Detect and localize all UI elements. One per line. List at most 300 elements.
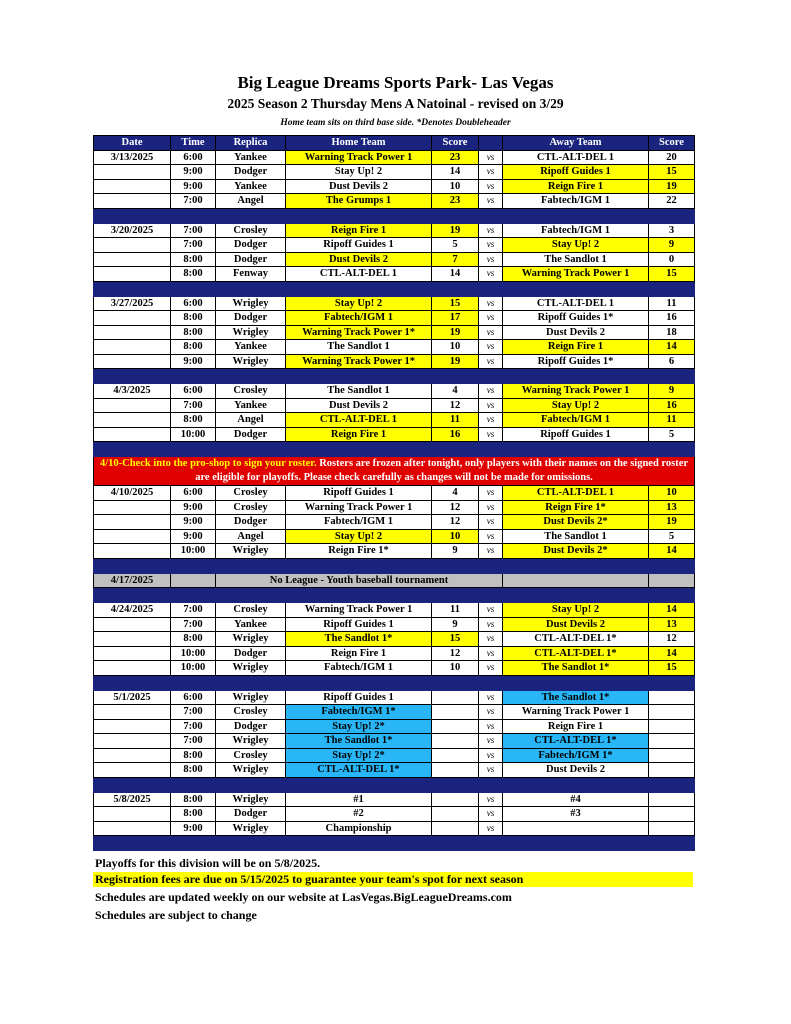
away-score-cell: 12 bbox=[649, 632, 695, 647]
time-cell: 6:00 bbox=[171, 150, 216, 165]
away-team-cell: Stay Up! 2 bbox=[503, 603, 649, 618]
home-team-cell: Warning Track Power 1 bbox=[286, 603, 432, 618]
home-score-cell bbox=[432, 792, 479, 807]
home-team-cell: Stay Up! 2 bbox=[286, 529, 432, 544]
home-team-cell: Ripoff Guides 1 bbox=[286, 238, 432, 253]
separator-bar bbox=[94, 588, 695, 603]
away-team-cell: CTL-ALT-DEL 1* bbox=[503, 632, 649, 647]
time-cell: 6:00 bbox=[171, 486, 216, 501]
date-cell bbox=[94, 194, 171, 209]
away-team-cell: The Sandlot 1* bbox=[503, 661, 649, 676]
away-score-cell bbox=[649, 763, 695, 778]
vs-cell: vs bbox=[479, 413, 503, 428]
away-score-cell: 15 bbox=[649, 661, 695, 676]
field-cell: Dodger bbox=[216, 515, 286, 530]
week-separator bbox=[94, 588, 695, 603]
vs-cell: vs bbox=[479, 398, 503, 413]
field-cell: Dodger bbox=[216, 165, 286, 180]
game-row bbox=[94, 603, 695, 618]
game-row bbox=[94, 748, 695, 763]
home-team-cell: Fabtech/IGM 1* bbox=[286, 705, 432, 720]
home-score-cell: 23 bbox=[432, 150, 479, 165]
time-cell: 7:00 bbox=[171, 398, 216, 413]
home-score-cell bbox=[432, 807, 479, 822]
week-separator bbox=[94, 369, 695, 384]
vs-cell: vs bbox=[479, 763, 503, 778]
time-cell: 9:00 bbox=[171, 165, 216, 180]
time-cell: 9:00 bbox=[171, 821, 216, 836]
home-score-cell: 4 bbox=[432, 486, 479, 501]
date-cell bbox=[94, 500, 171, 515]
game-row bbox=[94, 354, 695, 369]
away-score-cell: 9 bbox=[649, 384, 695, 399]
separator-bar bbox=[94, 369, 695, 384]
time-cell: 8:00 bbox=[171, 340, 216, 355]
field-cell: Fenway bbox=[216, 267, 286, 282]
vs-cell: vs bbox=[479, 719, 503, 734]
field-cell: Crosley bbox=[216, 486, 286, 501]
game-row bbox=[94, 325, 695, 340]
game-row bbox=[94, 617, 695, 632]
home-team-cell: The Grumps 1 bbox=[286, 194, 432, 209]
game-row bbox=[94, 646, 695, 661]
time-cell: 7:00 bbox=[171, 734, 216, 749]
home-team-cell: Dust Devils 2 bbox=[286, 252, 432, 267]
date-cell: 5/8/2025 bbox=[94, 792, 171, 807]
field-cell: Wrigley bbox=[216, 763, 286, 778]
home-team-cell: CTL-ALT-DEL 1 bbox=[286, 413, 432, 428]
vs-cell: vs bbox=[479, 792, 503, 807]
date-cell: 5/1/2025 bbox=[94, 690, 171, 705]
game-row bbox=[94, 705, 695, 720]
date-cell bbox=[94, 529, 171, 544]
vs-cell: vs bbox=[479, 515, 503, 530]
empty-cell bbox=[649, 573, 695, 588]
home-team-cell: CTL-ALT-DEL 1 bbox=[286, 267, 432, 282]
time-cell: 8:00 bbox=[171, 807, 216, 822]
away-team-cell: Fabtech/IGM 1 bbox=[503, 194, 649, 209]
field-cell: Wrigley bbox=[216, 296, 286, 311]
home-team-cell: Fabtech/IGM 1 bbox=[286, 515, 432, 530]
home-score-cell: 10 bbox=[432, 340, 479, 355]
away-score-cell: 14 bbox=[649, 603, 695, 618]
week-separator bbox=[94, 208, 695, 223]
game-row bbox=[94, 296, 695, 311]
date-cell bbox=[94, 413, 171, 428]
home-score-cell: 5 bbox=[432, 238, 479, 253]
home-score-cell: 17 bbox=[432, 311, 479, 326]
home-team-cell: Reign Fire 1 bbox=[286, 646, 432, 661]
home-score-cell: 10 bbox=[432, 661, 479, 676]
field-cell: Yankee bbox=[216, 179, 286, 194]
vs-cell: vs bbox=[479, 486, 503, 501]
away-score-cell: 9 bbox=[649, 238, 695, 253]
field-cell: Wrigley bbox=[216, 354, 286, 369]
home-team-cell: CTL-ALT-DEL 1* bbox=[286, 763, 432, 778]
vs-cell: vs bbox=[479, 705, 503, 720]
vs-cell: vs bbox=[479, 427, 503, 442]
home-score-cell: 10 bbox=[432, 529, 479, 544]
column-header bbox=[479, 136, 503, 151]
away-score-cell: 13 bbox=[649, 617, 695, 632]
home-team-cell: Warning Track Power 1 bbox=[286, 500, 432, 515]
away-score-cell: 16 bbox=[649, 311, 695, 326]
game-row bbox=[94, 515, 695, 530]
time-cell: 7:00 bbox=[171, 238, 216, 253]
vs-cell: vs bbox=[479, 544, 503, 559]
away-team-cell: Fabtech/IGM 1 bbox=[503, 223, 649, 238]
time-cell: 9:00 bbox=[171, 354, 216, 369]
column-header: Date bbox=[94, 136, 171, 151]
game-row bbox=[94, 500, 695, 515]
vs-cell: vs bbox=[479, 690, 503, 705]
away-score-cell: 15 bbox=[649, 267, 695, 282]
away-team-cell: Stay Up! 2 bbox=[503, 238, 649, 253]
field-cell: Wrigley bbox=[216, 792, 286, 807]
away-team-cell: Warning Track Power 1 bbox=[503, 705, 649, 720]
field-cell: Yankee bbox=[216, 398, 286, 413]
away-team-cell: Fabtech/IGM 1 bbox=[503, 413, 649, 428]
vs-cell: vs bbox=[479, 632, 503, 647]
away-team-cell: Dust Devils 2 bbox=[503, 617, 649, 632]
column-header: Score bbox=[649, 136, 695, 151]
date-cell bbox=[94, 705, 171, 720]
away-score-cell: 6 bbox=[649, 354, 695, 369]
date-cell bbox=[94, 267, 171, 282]
vs-cell: vs bbox=[479, 384, 503, 399]
date-cell bbox=[94, 821, 171, 836]
field-cell: Angel bbox=[216, 529, 286, 544]
date-cell bbox=[94, 763, 171, 778]
field-cell: Dodger bbox=[216, 719, 286, 734]
game-row bbox=[94, 165, 695, 180]
game-row bbox=[94, 734, 695, 749]
vs-cell: vs bbox=[479, 252, 503, 267]
vs-cell: vs bbox=[479, 179, 503, 194]
away-team-cell: Warning Track Power 1 bbox=[503, 384, 649, 399]
away-score-cell bbox=[649, 690, 695, 705]
date-cell bbox=[94, 807, 171, 822]
home-team-cell: The Sandlot 1 bbox=[286, 340, 432, 355]
home-team-cell: The Sandlot 1* bbox=[286, 734, 432, 749]
away-score-cell: 14 bbox=[649, 340, 695, 355]
home-team-cell: #2 bbox=[286, 807, 432, 822]
home-score-cell bbox=[432, 690, 479, 705]
notice-lead: 4/10-Check into the pro-shop to sign your roster. bbox=[99, 458, 317, 469]
field-cell: Yankee bbox=[216, 617, 286, 632]
away-score-cell: 22 bbox=[649, 194, 695, 209]
page-title: Big League Dreams Sports Park- Las Vegas bbox=[237, 73, 554, 92]
separator-bar bbox=[94, 281, 695, 296]
away-score-cell: 5 bbox=[649, 427, 695, 442]
footer-playoffs: Playoffs for this division will be on 5/8/2025. bbox=[95, 856, 321, 870]
page-subtitle: 2025 Season 2 Thursday Mens A Natoinal - revised on 3/29 bbox=[227, 96, 564, 111]
date-cell bbox=[94, 252, 171, 267]
date-cell: 3/13/2025 bbox=[94, 150, 171, 165]
home-team-cell: Warning Track Power 1* bbox=[286, 354, 432, 369]
time-cell: 7:00 bbox=[171, 603, 216, 618]
home-score-cell: 15 bbox=[432, 632, 479, 647]
away-team-cell: Stay Up! 2 bbox=[503, 398, 649, 413]
game-row bbox=[94, 529, 695, 544]
time-cell: 9:00 bbox=[171, 529, 216, 544]
home-team-cell: Reign Fire 1* bbox=[286, 544, 432, 559]
home-score-cell: 9 bbox=[432, 617, 479, 632]
field-cell: Crosley bbox=[216, 705, 286, 720]
field-cell: Wrigley bbox=[216, 690, 286, 705]
vs-cell: vs bbox=[479, 165, 503, 180]
time-cell: 8:00 bbox=[171, 252, 216, 267]
footer-website: Schedules are updated weekly on our website at LasVegas.BigLeagueDreams.com bbox=[95, 890, 512, 904]
away-score-cell: 16 bbox=[649, 398, 695, 413]
game-row bbox=[94, 252, 695, 267]
away-score-cell bbox=[649, 734, 695, 749]
vs-cell: vs bbox=[479, 661, 503, 676]
time-cell: 8:00 bbox=[171, 325, 216, 340]
column-header: Score bbox=[432, 136, 479, 151]
date-cell bbox=[94, 398, 171, 413]
home-team-cell: Warning Track Power 1 bbox=[286, 150, 432, 165]
week-separator bbox=[94, 777, 695, 792]
away-score-cell: 15 bbox=[649, 165, 695, 180]
home-score-cell bbox=[432, 719, 479, 734]
game-row bbox=[94, 179, 695, 194]
game-row bbox=[94, 311, 695, 326]
game-row bbox=[94, 413, 695, 428]
home-team-cell: Warning Track Power 1* bbox=[286, 325, 432, 340]
away-team-cell: CTL-ALT-DEL 1 bbox=[503, 486, 649, 501]
date-cell: 4/17/2025 bbox=[94, 573, 171, 588]
date-cell: 4/3/2025 bbox=[94, 384, 171, 399]
date-cell bbox=[94, 632, 171, 647]
away-team-cell: Dust Devils 2 bbox=[503, 763, 649, 778]
away-score-cell bbox=[649, 807, 695, 822]
away-team-cell: Reign Fire 1 bbox=[503, 340, 649, 355]
vs-cell: vs bbox=[479, 340, 503, 355]
time-cell: 7:00 bbox=[171, 223, 216, 238]
away-team-cell: CTL-ALT-DEL 1* bbox=[503, 646, 649, 661]
away-score-cell: 10 bbox=[649, 486, 695, 501]
vs-cell: vs bbox=[479, 734, 503, 749]
game-row bbox=[94, 384, 695, 399]
field-cell: Wrigley bbox=[216, 821, 286, 836]
field-cell: Yankee bbox=[216, 340, 286, 355]
time-cell: 9:00 bbox=[171, 515, 216, 530]
vs-cell: vs bbox=[479, 646, 503, 661]
field-cell: Wrigley bbox=[216, 544, 286, 559]
away-team-cell: CTL-ALT-DEL 1 bbox=[503, 150, 649, 165]
time-cell: 7:00 bbox=[171, 194, 216, 209]
away-score-cell: 19 bbox=[649, 515, 695, 530]
week-separator bbox=[94, 836, 695, 851]
column-header: Time bbox=[171, 136, 216, 151]
time-cell: 9:00 bbox=[171, 500, 216, 515]
time-cell: 9:00 bbox=[171, 179, 216, 194]
time-cell: 8:00 bbox=[171, 748, 216, 763]
home-score-cell: 23 bbox=[432, 194, 479, 209]
away-score-cell: 20 bbox=[649, 150, 695, 165]
field-cell: Wrigley bbox=[216, 734, 286, 749]
date-cell: 4/10/2025 bbox=[94, 486, 171, 501]
away-team-cell: Warning Track Power 1 bbox=[503, 267, 649, 282]
vs-cell: vs bbox=[479, 267, 503, 282]
separator-bar bbox=[94, 777, 695, 792]
vs-cell: vs bbox=[479, 500, 503, 515]
away-team-cell: The Sandlot 1* bbox=[503, 690, 649, 705]
away-score-cell: 19 bbox=[649, 179, 695, 194]
no-league-text: No League - Youth baseball tournament bbox=[216, 573, 503, 588]
home-score-cell: 9 bbox=[432, 544, 479, 559]
vs-cell: vs bbox=[479, 150, 503, 165]
away-score-cell: 14 bbox=[649, 544, 695, 559]
date-cell: 3/27/2025 bbox=[94, 296, 171, 311]
away-team-cell: The Sandlot 1 bbox=[503, 529, 649, 544]
away-team-cell: Reign Fire 1 bbox=[503, 719, 649, 734]
away-score-cell bbox=[649, 705, 695, 720]
home-team-cell: The Sandlot 1* bbox=[286, 632, 432, 647]
away-team-cell: Fabtech/IGM 1* bbox=[503, 748, 649, 763]
date-cell: 3/20/2025 bbox=[94, 223, 171, 238]
field-cell: Dodger bbox=[216, 427, 286, 442]
separator-bar bbox=[94, 836, 695, 851]
time-cell: 7:00 bbox=[171, 719, 216, 734]
home-score-cell: 19 bbox=[432, 325, 479, 340]
empty-cell bbox=[171, 573, 216, 588]
column-header: Home Team bbox=[286, 136, 432, 151]
home-score-cell: 4 bbox=[432, 384, 479, 399]
vs-cell: vs bbox=[479, 296, 503, 311]
date-cell bbox=[94, 340, 171, 355]
time-cell: 8:00 bbox=[171, 763, 216, 778]
home-score-cell bbox=[432, 821, 479, 836]
date-cell: 4/24/2025 bbox=[94, 603, 171, 618]
date-cell bbox=[94, 734, 171, 749]
home-score-cell: 10 bbox=[432, 179, 479, 194]
field-cell: Angel bbox=[216, 194, 286, 209]
home-score-cell bbox=[432, 705, 479, 720]
away-team-cell: Ripoff Guides 1* bbox=[503, 311, 649, 326]
game-row bbox=[94, 194, 695, 209]
column-header: Replica bbox=[216, 136, 286, 151]
time-cell: 8:00 bbox=[171, 267, 216, 282]
time-cell: 8:00 bbox=[171, 413, 216, 428]
home-score-cell: 14 bbox=[432, 267, 479, 282]
field-cell: Dodger bbox=[216, 238, 286, 253]
page-note: Home team sits on third base side. *Denotes Doubleheader bbox=[280, 118, 511, 128]
vs-cell: vs bbox=[479, 223, 503, 238]
game-row bbox=[94, 267, 695, 282]
game-row bbox=[94, 427, 695, 442]
away-score-cell: 13 bbox=[649, 500, 695, 515]
away-team-cell: CTL-ALT-DEL 1 bbox=[503, 296, 649, 311]
game-row bbox=[94, 238, 695, 253]
game-row bbox=[94, 398, 695, 413]
home-team-cell: Dust Devils 2 bbox=[286, 179, 432, 194]
game-row bbox=[94, 792, 695, 807]
time-cell: 6:00 bbox=[171, 384, 216, 399]
away-team-cell: Dust Devils 2* bbox=[503, 515, 649, 530]
schedule-body bbox=[94, 150, 695, 851]
empty-cell bbox=[503, 573, 649, 588]
away-team-cell: #3 bbox=[503, 807, 649, 822]
vs-cell: vs bbox=[479, 194, 503, 209]
table-header-row bbox=[94, 136, 695, 151]
home-team-cell: Stay Up! 2 bbox=[286, 165, 432, 180]
date-cell bbox=[94, 311, 171, 326]
vs-cell: vs bbox=[479, 748, 503, 763]
game-row bbox=[94, 544, 695, 559]
game-row bbox=[94, 807, 695, 822]
home-team-cell: Reign Fire 1 bbox=[286, 223, 432, 238]
away-score-cell: 0 bbox=[649, 252, 695, 267]
field-cell: Crosley bbox=[216, 500, 286, 515]
date-cell bbox=[94, 354, 171, 369]
home-team-cell: Stay Up! 2* bbox=[286, 748, 432, 763]
away-team-cell: The Sandlot 1 bbox=[503, 252, 649, 267]
schedule-table bbox=[93, 135, 695, 851]
home-score-cell bbox=[432, 734, 479, 749]
home-score-cell: 19 bbox=[432, 354, 479, 369]
away-team-cell: Dust Devils 2* bbox=[503, 544, 649, 559]
game-row bbox=[94, 763, 695, 778]
date-cell bbox=[94, 427, 171, 442]
separator-bar bbox=[94, 442, 695, 457]
column-header: Away Team bbox=[503, 136, 649, 151]
vs-cell: vs bbox=[479, 311, 503, 326]
week-separator bbox=[94, 675, 695, 690]
away-team-cell: Ripoff Guides 1* bbox=[503, 354, 649, 369]
game-row bbox=[94, 340, 695, 355]
date-cell bbox=[94, 748, 171, 763]
away-score-cell: 11 bbox=[649, 296, 695, 311]
away-team-cell: Reign Fire 1 bbox=[503, 179, 649, 194]
date-cell bbox=[94, 646, 171, 661]
date-cell bbox=[94, 719, 171, 734]
field-cell: Dodger bbox=[216, 646, 286, 661]
notice-body: Rosters are frozen after tonight, only players with their names on the signed roster are eligible for playoffs. Please check carefully as changes will not be made for omissions. bbox=[195, 458, 689, 483]
home-score-cell: 12 bbox=[432, 646, 479, 661]
field-cell: Crosley bbox=[216, 748, 286, 763]
away-team-cell bbox=[503, 821, 649, 836]
home-team-cell: Championship bbox=[286, 821, 432, 836]
date-cell bbox=[94, 325, 171, 340]
time-cell: 7:00 bbox=[171, 705, 216, 720]
home-team-cell: Stay Up! 2 bbox=[286, 296, 432, 311]
home-score-cell: 19 bbox=[432, 223, 479, 238]
away-score-cell: 14 bbox=[649, 646, 695, 661]
away-score-cell bbox=[649, 748, 695, 763]
vs-cell: vs bbox=[479, 617, 503, 632]
vs-cell: vs bbox=[479, 238, 503, 253]
away-team-cell: Ripoff Guides 1 bbox=[503, 165, 649, 180]
vs-cell: vs bbox=[479, 529, 503, 544]
home-score-cell: 14 bbox=[432, 165, 479, 180]
home-team-cell: Fabtech/IGM 1 bbox=[286, 661, 432, 676]
date-cell bbox=[94, 238, 171, 253]
field-cell: Yankee bbox=[216, 150, 286, 165]
time-cell: 6:00 bbox=[171, 296, 216, 311]
home-score-cell: 12 bbox=[432, 515, 479, 530]
footer-subject: Schedules are subject to change bbox=[95, 908, 257, 922]
roster-notice bbox=[94, 457, 695, 486]
game-row bbox=[94, 661, 695, 676]
field-cell: Dodger bbox=[216, 807, 286, 822]
game-row bbox=[94, 719, 695, 734]
home-team-cell: Reign Fire 1 bbox=[286, 427, 432, 442]
game-row bbox=[94, 821, 695, 836]
date-cell bbox=[94, 617, 171, 632]
home-score-cell: 15 bbox=[432, 296, 479, 311]
